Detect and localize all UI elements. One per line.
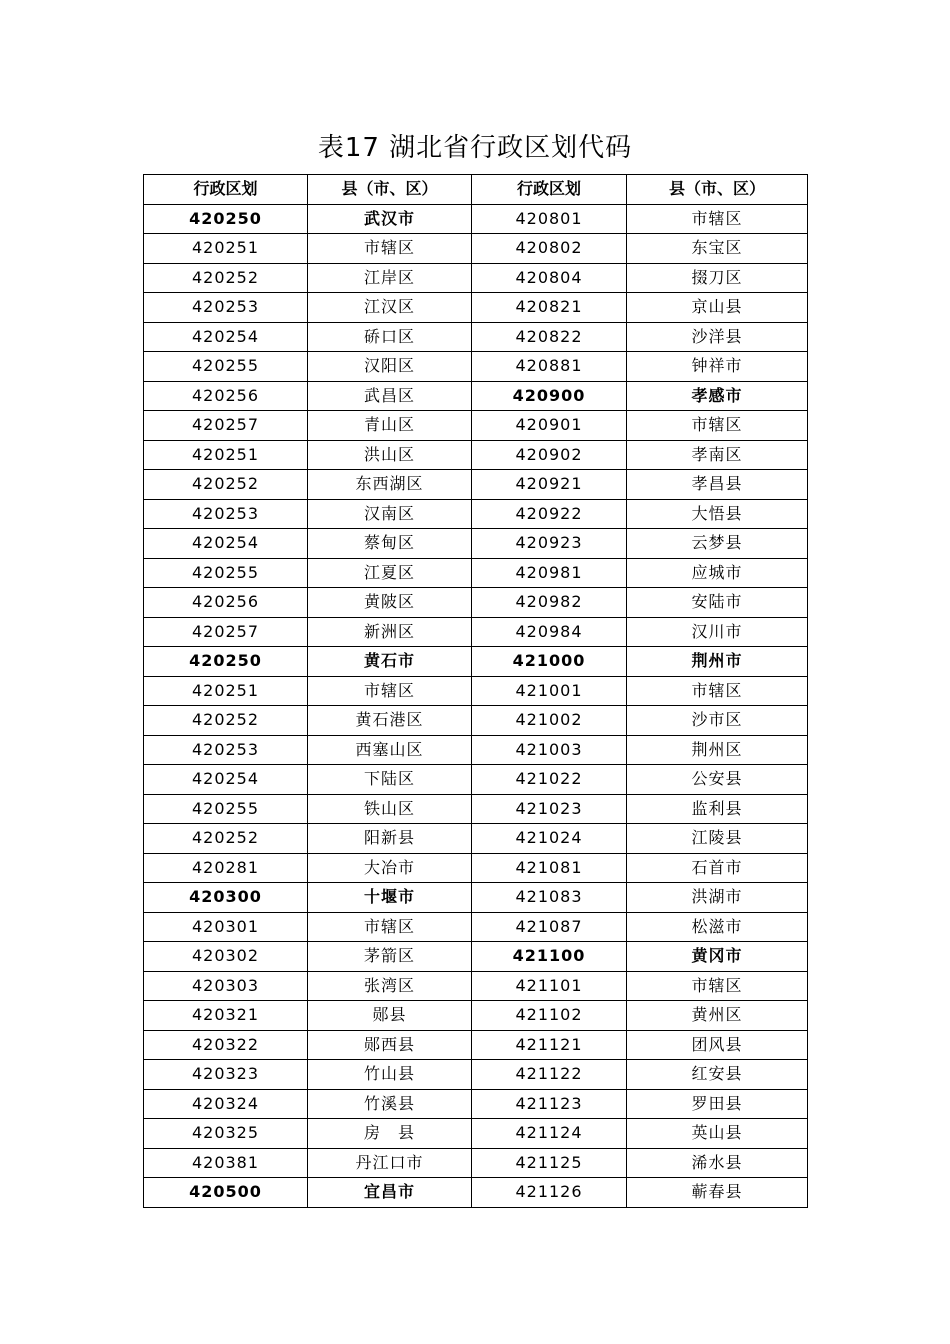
region-code-left: 420251 [144, 440, 308, 470]
table-row [144, 322, 808, 352]
county-name-left: 市辖区 [308, 912, 472, 942]
region-code-left: 420324 [144, 1089, 308, 1119]
county-name-left: 下陆区 [308, 765, 472, 795]
county-name-left: 江夏区 [308, 558, 472, 588]
region-code-right: 421100 [472, 942, 627, 972]
region-code-right: 421000 [472, 647, 627, 677]
region-code-right: 421022 [472, 765, 627, 795]
county-name-right: 市辖区 [627, 971, 808, 1001]
region-code-left: 420254 [144, 529, 308, 559]
region-code-left: 420257 [144, 617, 308, 647]
county-name-right: 钟祥市 [627, 352, 808, 382]
table-header-row [144, 175, 808, 205]
county-name-left: 汉南区 [308, 499, 472, 529]
county-name-left: 东西湖区 [308, 470, 472, 500]
table-row [144, 765, 808, 795]
table-row [144, 558, 808, 588]
county-name-left: 武昌区 [308, 381, 472, 411]
region-code-right: 421083 [472, 883, 627, 913]
region-code-right: 420984 [472, 617, 627, 647]
table-row [144, 706, 808, 736]
county-name-right: 市辖区 [627, 676, 808, 706]
region-code-left: 420303 [144, 971, 308, 1001]
county-name-right: 监利县 [627, 794, 808, 824]
county-name-left: 铁山区 [308, 794, 472, 824]
county-name-right: 黄州区 [627, 1001, 808, 1031]
county-name-left: 黄陂区 [308, 588, 472, 618]
county-name-right: 英山县 [627, 1119, 808, 1149]
region-code-left: 420321 [144, 1001, 308, 1031]
county-name-right: 孝感市 [627, 381, 808, 411]
region-code-right: 420921 [472, 470, 627, 500]
region-code-left: 420251 [144, 676, 308, 706]
region-code-right: 420821 [472, 293, 627, 323]
table-row [144, 1001, 808, 1031]
page-title: 表17 湖北省行政区划代码 [317, 133, 633, 163]
county-name-left: 茅箭区 [308, 942, 472, 972]
region-code-right: 421087 [472, 912, 627, 942]
region-code-right: 420901 [472, 411, 627, 441]
region-code-left: 420253 [144, 735, 308, 765]
region-code-left: 420300 [144, 883, 308, 913]
table-row [144, 588, 808, 618]
county-name-left: 张湾区 [308, 971, 472, 1001]
region-code-right: 421024 [472, 824, 627, 854]
region-code-right: 420881 [472, 352, 627, 382]
region-code-right: 421101 [472, 971, 627, 1001]
table-row [144, 529, 808, 559]
region-code-right: 420802 [472, 234, 627, 264]
region-code-right: 421102 [472, 1001, 627, 1031]
region-code-right: 421126 [472, 1178, 627, 1208]
region-code-left: 420500 [144, 1178, 308, 1208]
county-name-right: 孝南区 [627, 440, 808, 470]
county-name-left: 阳新县 [308, 824, 472, 854]
region-code-right: 420922 [472, 499, 627, 529]
county-name-right: 浠水县 [627, 1148, 808, 1178]
table-row [144, 293, 808, 323]
county-name-left: 汉阳区 [308, 352, 472, 382]
region-code-left: 420256 [144, 381, 308, 411]
region-code-right: 421003 [472, 735, 627, 765]
county-name-left: 大冶市 [308, 853, 472, 883]
region-code-left: 420250 [144, 204, 308, 234]
region-code-left: 420255 [144, 352, 308, 382]
region-code-right: 421121 [472, 1030, 627, 1060]
region-code-right: 420981 [472, 558, 627, 588]
region-code-left: 420254 [144, 322, 308, 352]
region-code-right: 421002 [472, 706, 627, 736]
region-code-right: 421123 [472, 1089, 627, 1119]
county-name-left: 十堰市 [308, 883, 472, 913]
county-name-left: 新洲区 [308, 617, 472, 647]
table-row [144, 381, 808, 411]
county-name-right: 公安县 [627, 765, 808, 795]
region-code-left: 420281 [144, 853, 308, 883]
county-name-left: 西塞山区 [308, 735, 472, 765]
table-row [144, 411, 808, 441]
county-name-right: 荆州市 [627, 647, 808, 677]
admin-code-table [143, 174, 808, 1208]
region-code-left: 420256 [144, 588, 308, 618]
header-code-right: 行政区划 [472, 175, 627, 205]
header-code-left: 行政区划 [144, 175, 308, 205]
region-code-left: 420257 [144, 411, 308, 441]
table-row [144, 470, 808, 500]
region-code-left: 420253 [144, 499, 308, 529]
county-name-left: 竹山县 [308, 1060, 472, 1090]
table-row [144, 912, 808, 942]
table-row [144, 647, 808, 677]
region-code-right: 421081 [472, 853, 627, 883]
region-code-left: 420252 [144, 263, 308, 293]
county-name-left: 蔡甸区 [308, 529, 472, 559]
county-name-right: 京山县 [627, 293, 808, 323]
county-name-right: 东宝区 [627, 234, 808, 264]
region-code-right: 421023 [472, 794, 627, 824]
county-name-left: 房 县 [308, 1119, 472, 1149]
region-code-left: 420253 [144, 293, 308, 323]
table-row [144, 1089, 808, 1119]
table-row [144, 794, 808, 824]
table-row [144, 234, 808, 264]
table-row [144, 1148, 808, 1178]
table-row [144, 1030, 808, 1060]
county-name-right: 沙市区 [627, 706, 808, 736]
region-code-left: 420322 [144, 1030, 308, 1060]
county-name-right: 红安县 [627, 1060, 808, 1090]
region-code-right: 420822 [472, 322, 627, 352]
county-name-left: 江汉区 [308, 293, 472, 323]
region-code-left: 420252 [144, 470, 308, 500]
county-name-right: 松滋市 [627, 912, 808, 942]
region-code-right: 420982 [472, 588, 627, 618]
region-code-left: 420251 [144, 234, 308, 264]
county-name-right: 掇刀区 [627, 263, 808, 293]
region-code-right: 421122 [472, 1060, 627, 1090]
table-row [144, 1178, 808, 1208]
table-row [144, 263, 808, 293]
county-name-right: 石首市 [627, 853, 808, 883]
county-name-left: 江岸区 [308, 263, 472, 293]
region-code-right: 421001 [472, 676, 627, 706]
county-name-left: 丹江口市 [308, 1148, 472, 1178]
region-code-left: 420301 [144, 912, 308, 942]
county-name-right: 团风县 [627, 1030, 808, 1060]
county-name-left: 青山区 [308, 411, 472, 441]
region-code-right: 420923 [472, 529, 627, 559]
county-name-left: 武汉市 [308, 204, 472, 234]
county-name-left: 黄石市 [308, 647, 472, 677]
region-code-right: 420804 [472, 263, 627, 293]
county-name-left: 竹溪县 [308, 1089, 472, 1119]
region-code-left: 420252 [144, 706, 308, 736]
county-name-left: 黄石港区 [308, 706, 472, 736]
county-name-right: 市辖区 [627, 411, 808, 441]
region-code-left: 420381 [144, 1148, 308, 1178]
region-code-right: 420902 [472, 440, 627, 470]
table-row [144, 617, 808, 647]
county-name-right: 汉川市 [627, 617, 808, 647]
county-name-left: 硚口区 [308, 322, 472, 352]
table-row [144, 440, 808, 470]
county-name-left: 宜昌市 [308, 1178, 472, 1208]
region-code-left: 420255 [144, 558, 308, 588]
county-name-right: 市辖区 [627, 204, 808, 234]
table-row [144, 883, 808, 913]
region-code-left: 420250 [144, 647, 308, 677]
table-row [144, 853, 808, 883]
county-name-right: 应城市 [627, 558, 808, 588]
table-row [144, 499, 808, 529]
county-name-left: 市辖区 [308, 234, 472, 264]
region-code-right: 421125 [472, 1148, 627, 1178]
header-county-left: 县（市、区） [308, 175, 472, 205]
table-body [144, 204, 808, 1207]
county-name-right: 洪湖市 [627, 883, 808, 913]
table-row [144, 676, 808, 706]
region-code-left: 420254 [144, 765, 308, 795]
county-name-right: 孝昌县 [627, 470, 808, 500]
table-row [144, 735, 808, 765]
county-name-right: 罗田县 [627, 1089, 808, 1119]
table-row [144, 352, 808, 382]
table-row [144, 971, 808, 1001]
region-code-left: 420325 [144, 1119, 308, 1149]
region-code-left: 420323 [144, 1060, 308, 1090]
region-code-right: 420801 [472, 204, 627, 234]
county-name-left: 郧县 [308, 1001, 472, 1031]
county-name-left: 市辖区 [308, 676, 472, 706]
region-code-left: 420302 [144, 942, 308, 972]
region-code-left: 420255 [144, 794, 308, 824]
county-name-right: 云梦县 [627, 529, 808, 559]
region-code-right: 421124 [472, 1119, 627, 1149]
table-row [144, 1119, 808, 1149]
county-name-left: 郧西县 [308, 1030, 472, 1060]
county-name-right: 江陵县 [627, 824, 808, 854]
table-row [144, 1060, 808, 1090]
table-row [144, 942, 808, 972]
region-code-left: 420252 [144, 824, 308, 854]
county-name-right: 安陆市 [627, 588, 808, 618]
county-name-right: 黄冈市 [627, 942, 808, 972]
county-name-right: 荆州区 [627, 735, 808, 765]
county-name-right: 蕲春县 [627, 1178, 808, 1208]
table-row [144, 204, 808, 234]
county-name-left: 洪山区 [308, 440, 472, 470]
header-county-right: 县（市、区） [627, 175, 808, 205]
county-name-right: 沙洋县 [627, 322, 808, 352]
table-row [144, 824, 808, 854]
county-name-right: 大悟县 [627, 499, 808, 529]
region-code-right: 420900 [472, 381, 627, 411]
